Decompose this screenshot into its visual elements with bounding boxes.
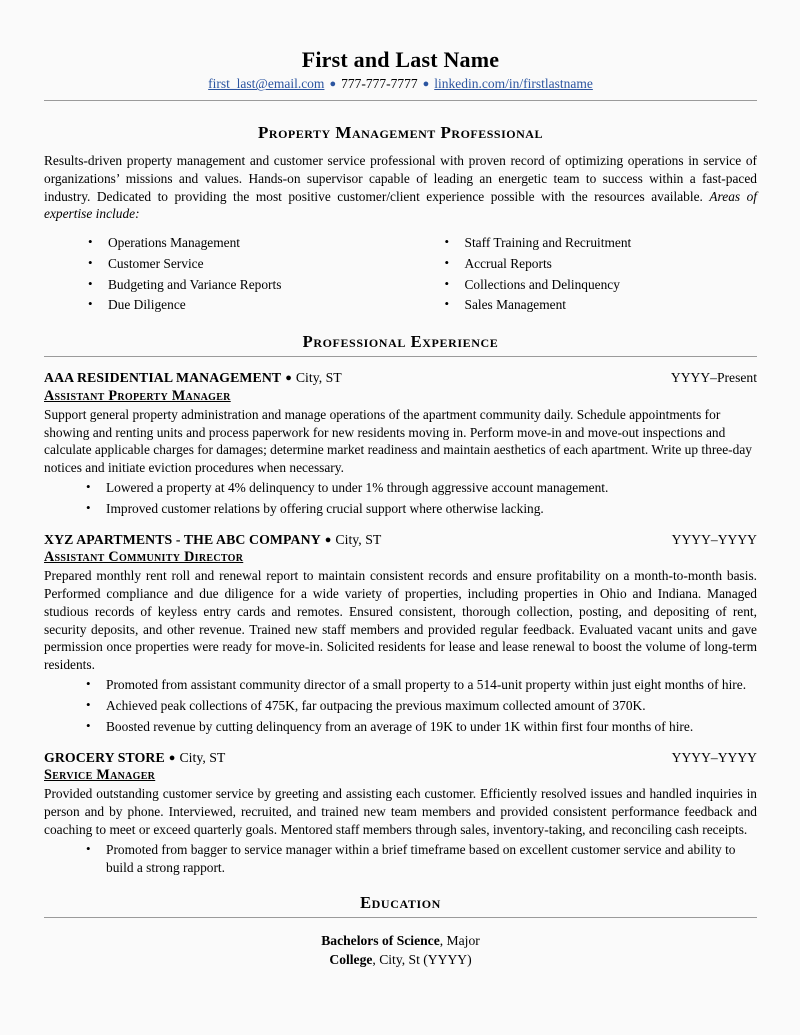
- skill-item: • Customer Service: [108, 254, 401, 275]
- company-line: [44, 370, 342, 387]
- job-description: Support general property administration and manage operations of the apartment community daily. Schedule appointments for showing and renting units and process paperwork for new residents moving in. Perform move-in and move-out inspections and calculate applicable charges for damages; determine market readiness and maintain aesthetics of each apartment. Write up three-day notices and initiate eviction procedures when necessary.: [44, 406, 752, 476]
- experience-entry: [44, 532, 757, 737]
- achievement-item: • Promoted from bagger to service manager within a brief timeframe based on excellent customer service and ability to build a strong rapport.: [106, 841, 757, 877]
- summary-paragraph: [44, 152, 757, 223]
- skills-column-right: [401, 233, 758, 316]
- experience-entry: [44, 750, 757, 877]
- experience-entry: [44, 370, 757, 518]
- section-title-experience: Professional Experience: [302, 332, 499, 352]
- skill-item: • Staff Training and Recruitment: [465, 233, 758, 254]
- skills-list-left: [60, 233, 401, 316]
- skill-item: • Budgeting and Variance Reports: [108, 275, 401, 296]
- job-achievements: [44, 479, 757, 518]
- company-location: City, ST: [295, 370, 342, 386]
- achievement-item: • Boosted revenue by cutting delinquency from an average of 19K to under 1K within first four months of hire.: [106, 718, 757, 736]
- education-entry: [44, 932, 757, 969]
- company-name: XYZ APARTMENTS - THE ABC COMPANY: [44, 531, 321, 547]
- skills-column-left: [44, 233, 401, 316]
- company-line: [44, 532, 381, 549]
- experience-entry-header: [44, 750, 757, 767]
- company-name: GROCERY STORE: [44, 749, 165, 765]
- linkedin-link[interactable]: linkedin.com/in/firstlastname: [434, 76, 593, 92]
- job-title: Assistant Property Manager: [44, 387, 231, 404]
- section-title-education: Education: [360, 893, 441, 913]
- degree-major: , Major: [439, 933, 480, 949]
- skill-item: • Accrual Reports: [465, 254, 758, 275]
- company-location: City, ST: [335, 531, 382, 547]
- education-divider: [44, 917, 757, 918]
- candidate-name: First and Last Name: [301, 47, 500, 72]
- professional-headline: Property Management Professional: [258, 122, 543, 142]
- degree-name: Bachelors of Science: [321, 933, 440, 949]
- achievement-item: • Achieved peak collections of 475K, far outpacing the previous maximum collected amount of 370K.: [106, 697, 757, 715]
- company-name: AAA RESIDENTIAL MANAGEMENT: [44, 370, 282, 386]
- contact-line: [44, 75, 757, 93]
- experience-entry-header: [44, 370, 757, 387]
- job-title: Service Manager: [44, 767, 156, 784]
- skills-list-right: [417, 233, 758, 316]
- experience-divider: [44, 356, 757, 357]
- achievement-item: • Improved customer relations by offering crucial support where otherwise lacking.: [106, 500, 757, 518]
- phone-text: 777-777-7777: [341, 76, 418, 92]
- education-school-line: [44, 951, 757, 969]
- areas-of-expertise: [44, 233, 757, 316]
- email-link[interactable]: first_last@email.com: [208, 76, 325, 92]
- employment-dates: YYYY–YYYY: [671, 531, 757, 547]
- experience-entry-header: [44, 532, 757, 549]
- job-achievements: [44, 676, 757, 737]
- job-title: Assistant Community Director: [44, 549, 244, 566]
- job-description: Prepared monthly rent roll and renewal report to maintain consistent records and ensure profitability on a month-to-month basis. Performed compliance and due diligence for a wide variety of properties, including properties in Ohio and Indiana. Managed studious records of keyless entry cards and remotes. Ensured consistent, thorough collection, posting, and depositing of rent, security deposits, and other revenue. Trained new staff members and provided regular feedback. Evaluated vacant units and gave permission once properties were ready for move-in. Solicited residents for lease and lease renewal to boost the volume of long-term residents.: [44, 568, 757, 673]
- achievement-item: • Promoted from assistant community director of a small property to a 514-unit property within just eight months of hire.: [106, 676, 757, 694]
- skill-item: • Sales Management: [465, 295, 758, 316]
- summary-italic-tail: Areas of expertise include:: [44, 188, 758, 222]
- summary-text: Results-driven property management and customer service professional with proven record of optimizing operations in service of organizations’ missions and values. Hands-on supervisor capable of leading an energetic team to success within a fast-paced industry. Dedicated to providing the most positive customer/client experience possible with the resources available.: [44, 152, 757, 204]
- skill-item: • Operations Management: [108, 233, 401, 254]
- contact-separator-2: ●: [422, 78, 430, 91]
- school-location-year: , City, St (YYYY): [372, 951, 472, 967]
- job-achievements: [44, 841, 757, 877]
- job-description: Provided outstanding customer service by greeting and assisting each customer. Efficiently resolved issues and handled inquiries in person and by phone. Interviewed, recruited, and trained new team members and provided consistent performance feedback and coaching to meet or exceed quarterly goals. Mentored staff members through sales, inventory-taking, and reconciling cash receipts.: [44, 786, 757, 837]
- skill-item: • Collections and Delinquency: [465, 275, 758, 296]
- company-location: City, ST: [179, 749, 226, 765]
- employment-dates: YYYY–YYYY: [671, 749, 757, 765]
- header-divider: [44, 100, 757, 101]
- skill-item: • Due Diligence: [108, 295, 401, 316]
- school-name: College: [329, 951, 373, 967]
- contact-separator-1: ●: [329, 78, 337, 91]
- achievement-item: • Lowered a property at 4% delinquency to under 1% through aggressive account management.: [106, 479, 757, 497]
- company-line: [44, 750, 225, 767]
- company-separator: ●: [168, 751, 176, 764]
- education-degree-line: [44, 932, 757, 950]
- employment-dates: YYYY–Present: [670, 370, 757, 386]
- company-separator: ●: [324, 533, 332, 546]
- company-separator: ●: [285, 372, 292, 385]
- resume-header: [44, 47, 757, 93]
